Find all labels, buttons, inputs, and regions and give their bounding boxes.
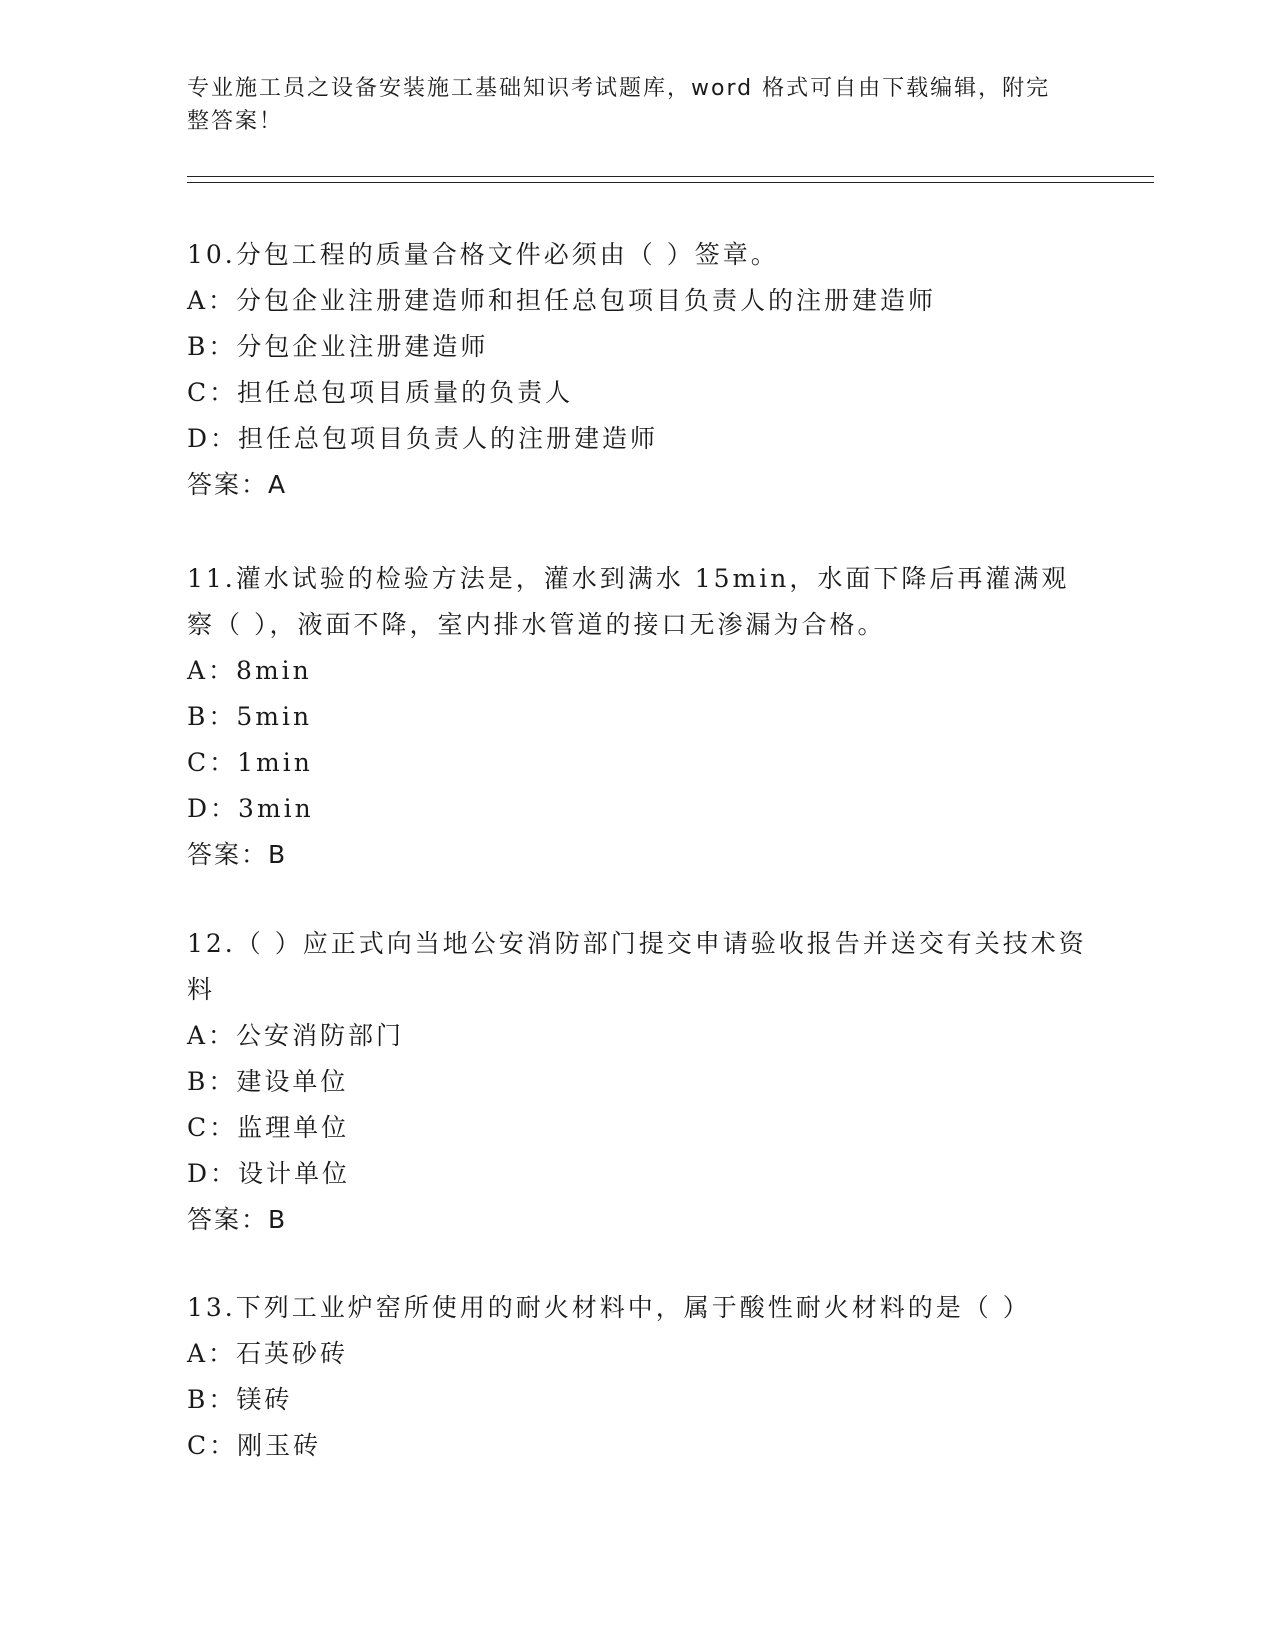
option-d: D：设计单位 <box>187 1159 351 1188</box>
header-divider-bottom <box>187 182 1154 183</box>
option-c: C：刚玉砖 <box>187 1431 322 1460</box>
question-13 <box>187 1285 1087 1469</box>
option-a: A：分包企业注册建造师和担任总包项目负责人的注册建造师 <box>187 286 937 315</box>
option-d: D：担任总包项目负责人的注册建造师 <box>187 424 659 453</box>
question-stem: 12.（ ）应正式向当地公安消防部门提交申请验收报告并送交有关技术资料 <box>187 929 1087 1004</box>
header-divider-top <box>187 176 1154 177</box>
question-stem: 10.分包工程的质量合格文件必须由（ ）签章。 <box>187 240 779 269</box>
question-12 <box>187 921 1087 1243</box>
question-10 <box>187 232 1087 508</box>
option-a: A：石英砂砖 <box>187 1339 349 1368</box>
document-header <box>187 72 1067 138</box>
option-a: A：8min <box>187 656 312 685</box>
option-a: A：公安消防部门 <box>187 1021 405 1050</box>
option-c: C：1min <box>187 748 313 777</box>
option-b: B：5min <box>187 702 313 731</box>
answer-line: 答案：B <box>187 1205 288 1234</box>
option-c: C：监理单位 <box>187 1113 350 1142</box>
option-d: D：3min <box>187 794 314 823</box>
option-b: B：分包企业注册建造师 <box>187 332 489 361</box>
header-line-1: 专业施工员之设备安装施工基础知识考试题库，word 格式可自由下载编辑，附完 <box>187 76 1051 101</box>
answer-line: 答案：B <box>187 840 288 869</box>
option-c: C：担任总包项目质量的负责人 <box>187 378 574 407</box>
answer-line: 答案：A <box>187 470 288 499</box>
option-b: B：镁砖 <box>187 1385 293 1414</box>
header-line-2: 整答案！ <box>187 109 284 134</box>
question-11 <box>187 556 1087 878</box>
question-stem: 13.下列工业炉窑所使用的耐火材料中，属于酸性耐火材料的是（ ） <box>187 1293 1031 1322</box>
question-stem: 11.灌水试验的检验方法是，灌水到满水 15min，水面下降后再灌满观察（ ），液面不降，室内排水管道的接口无渗漏为合格。 <box>187 564 1070 639</box>
option-b: B：建设单位 <box>187 1067 349 1096</box>
